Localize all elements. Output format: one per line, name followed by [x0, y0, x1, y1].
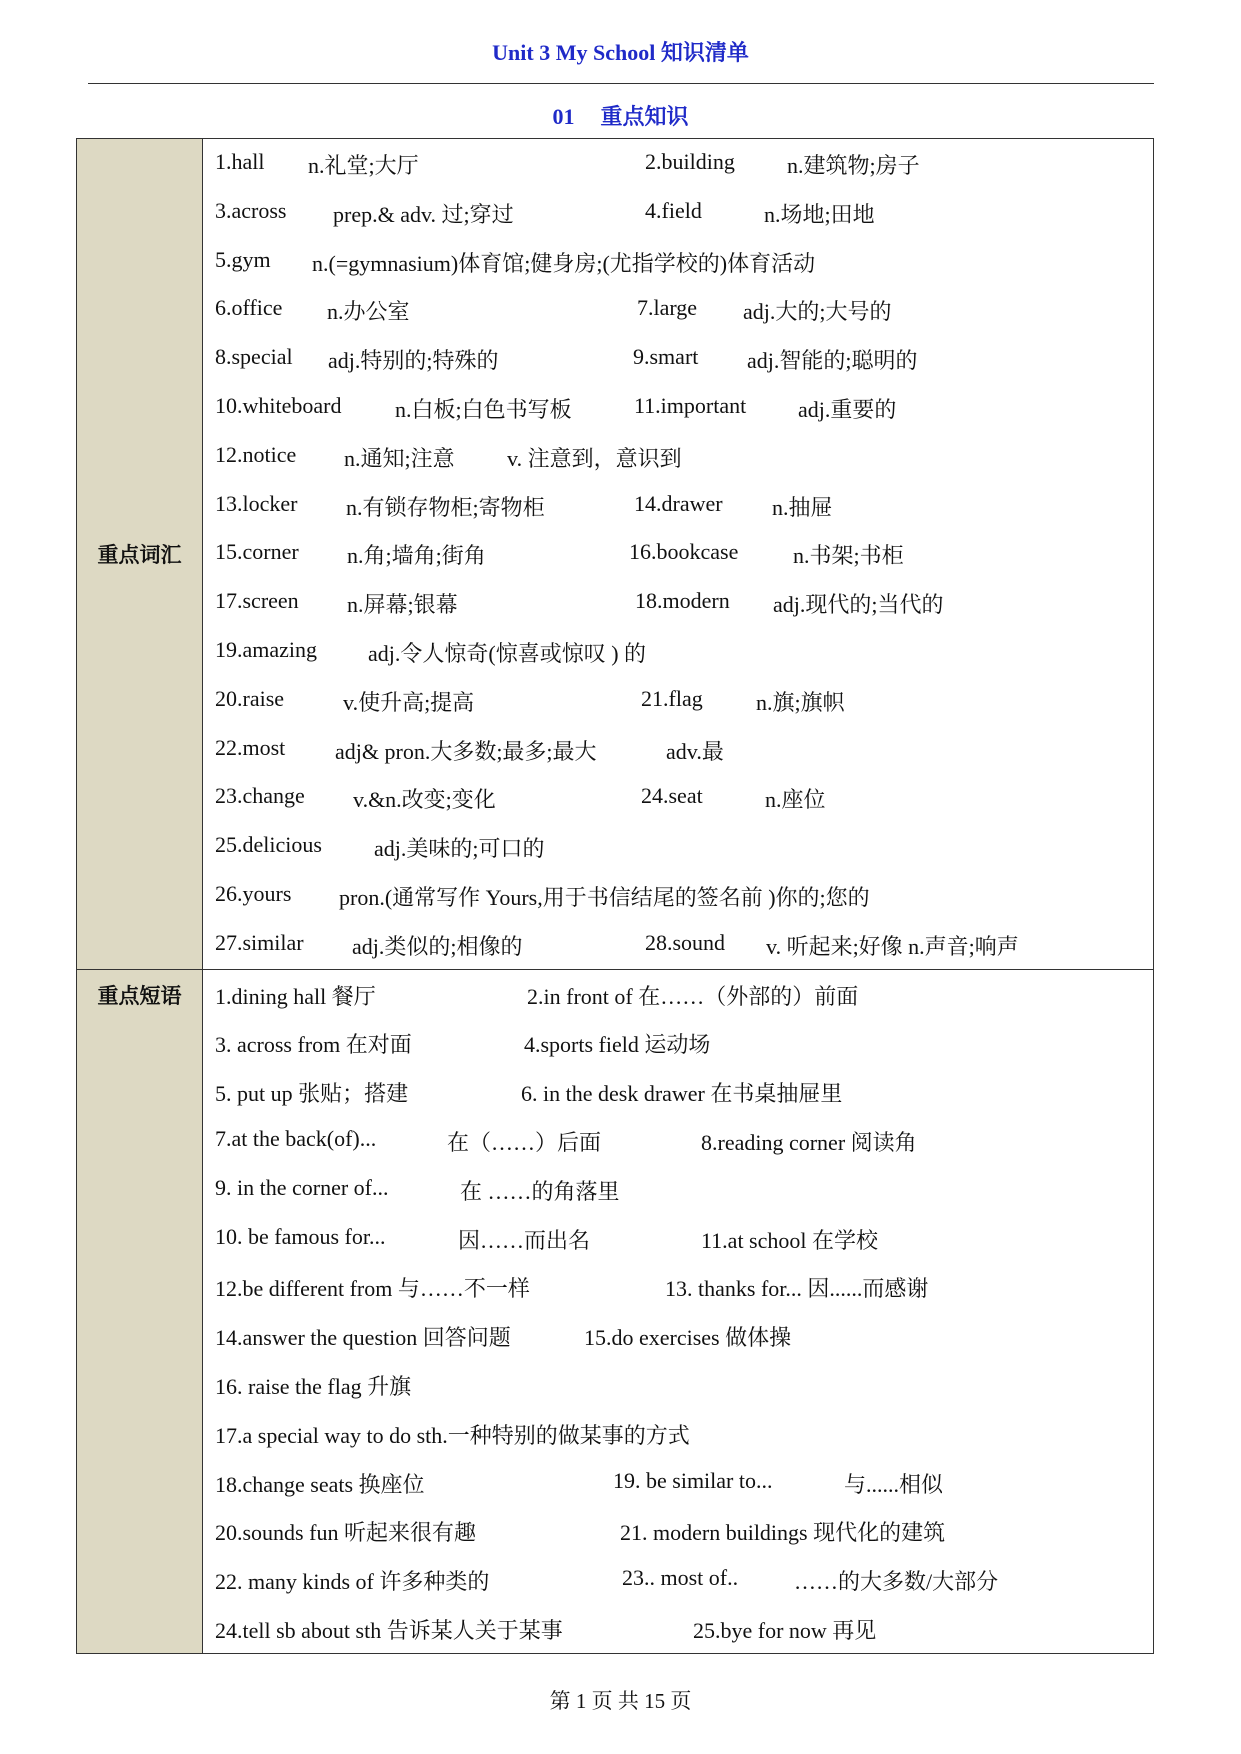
vocab-content-cell [203, 139, 1154, 970]
section-title: 重点知识 [600, 104, 689, 129]
vocab-entry-text: 15.corner [215, 539, 299, 565]
vocab-entry-text: adj.大的;大号的 [743, 299, 892, 325]
vocab-entry-text: n.通知;注意 [344, 445, 455, 471]
vocab-entry-text: 13.locker [215, 490, 298, 516]
phrases-content-cell [203, 969, 1154, 1653]
phrase-entry-text: 3. across from 在对面 [215, 1032, 412, 1058]
vocab-entry-text: 1.hall [215, 149, 265, 174]
vocab-entry-text: 5.gym [215, 246, 271, 272]
vocab-entry [203, 871, 1153, 920]
vocab-entry-text: 17.screen [215, 588, 299, 614]
phrase-entry-text: 1.dining hall 餐厅 [215, 983, 376, 1009]
vocab-entry-text: 12.notice [215, 441, 297, 467]
phrase-entry-text: 25.bye for now 再见 [693, 1617, 877, 1643]
vocab-entry [203, 139, 1153, 188]
vocab-entry-text: 23.change [215, 783, 305, 809]
vocab-entry-text: n.建筑物;房子 [787, 153, 920, 178]
vocab-entry-text: v.&n.改变;变化 [353, 787, 496, 813]
phrase-entry [203, 1165, 1153, 1214]
phrase-entry-text: 23.. most of.. [622, 1565, 739, 1591]
vocab-entry-text: adv.最 [666, 738, 724, 764]
phrase-entry-text: 在 ……的角落里 [460, 1178, 620, 1204]
phrase-entry [203, 1214, 1153, 1263]
vocab-entry-text: adj.令人惊奇(惊喜或惊叹 ) 的 [368, 640, 647, 666]
vocab-entry-text: 7.large [637, 295, 698, 321]
phrase-entry [203, 1262, 1153, 1311]
vocab-entry-text: 26.yours [215, 880, 292, 906]
phrase-entry-text: 8.reading corner 阅读角 [701, 1129, 917, 1155]
vocab-entry-text: prep.& adv. 过;穿过 [333, 201, 514, 227]
phrase-entry-text: 在（……）后面 [447, 1129, 602, 1155]
page-footer: 第 1 页 共 15 页 [549, 1689, 692, 1713]
phrase-entry-text: 20.sounds fun 听起来很有趣 [215, 1520, 476, 1546]
vocab-entry-text: v.使升高;提高 [343, 689, 475, 715]
header-divider [88, 83, 1154, 84]
vocab-entry [203, 237, 1153, 286]
phrase-entry-text: 13. thanks for... 因......而感谢 [665, 1276, 929, 1302]
phrase-entry-text: 17.a special way to do sth.一种特别的做某事的方式 [215, 1422, 690, 1448]
vocab-entry-text: 28.sound [645, 929, 726, 955]
vocab-entry-text: 2.building [645, 149, 735, 174]
vocab-entry [203, 529, 1153, 578]
phrase-entry-text: 7.at the back(of)... [215, 1125, 377, 1151]
vocab-entry-text: 16.bookcase [629, 539, 739, 565]
vocab-entry-text: 27.similar [215, 929, 304, 955]
vocab-entry-text: n.座位 [765, 787, 826, 813]
vocab-entry [203, 725, 1153, 774]
vocab-entry-text: 6.office [215, 295, 283, 321]
vocab-entry [203, 822, 1153, 871]
vocab-row [77, 139, 1154, 970]
vocab-entry [203, 773, 1153, 822]
vocab-entry-text: n.角;墙角;街角 [347, 543, 486, 569]
vocab-entry-text: n.白板;白色书写板 [395, 396, 572, 422]
phrase-entry-text: 2.in front of 在……（外部的）前面 [527, 983, 859, 1009]
phrase-entry-text: 11.at school 在学校 [701, 1227, 878, 1253]
vocab-entry-text: v. 听起来;好像 n.声音;响声 [766, 933, 1019, 959]
phrase-entry-text: ……的大多数/大部分 [794, 1569, 999, 1595]
vocab-entry-text: 3.across [215, 197, 287, 223]
vocab-entry-text: 8.special [215, 344, 293, 370]
vocab-entry [203, 285, 1153, 334]
vocab-entry-text: 11.important [634, 392, 747, 418]
phrase-entry-text: 与......相似 [844, 1471, 944, 1497]
vocab-category-cell: 重点词汇 [77, 139, 203, 970]
phrase-entry [203, 1018, 1153, 1067]
phrase-entry-text: 24.tell sb about sth 告诉某人关于某事 [215, 1617, 563, 1643]
vocab-entry-text: n.书架;书柜 [793, 543, 904, 569]
vocab-entry-text: 18.modern [635, 588, 730, 614]
section-number: 01 [552, 104, 575, 129]
phrase-entry-text: 18.change seats 换座位 [215, 1471, 425, 1497]
vocab-entry-text: 21.flag [641, 685, 703, 711]
vocab-entry-text: n.场地;田地 [764, 201, 875, 227]
phrase-entry-text: 因……而出名 [458, 1227, 591, 1253]
knowledge-table [76, 138, 1154, 1654]
vocab-entry-text: n.办公室 [327, 299, 410, 325]
vocab-entry [203, 920, 1153, 969]
phrase-entry [203, 1409, 1153, 1458]
phrase-entry [203, 1458, 1153, 1507]
phrase-entry-text: 14.answer the question 回答问题 [215, 1325, 511, 1351]
vocab-entry-text: adj.特别的;特殊的 [328, 348, 499, 374]
vocab-entry-text: v. 注意到，意识到 [507, 445, 682, 471]
vocab-entry-text: n.旗;旗帜 [756, 689, 845, 715]
vocab-entry [203, 481, 1153, 530]
vocab-entry-text: 10.whiteboard [215, 392, 342, 418]
vocab-entry [203, 188, 1153, 237]
phrase-entry-text: 10. be famous for... [215, 1223, 386, 1249]
vocab-entry-text: adj.现代的;当代的 [773, 592, 944, 618]
vocab-entry-text: n.礼堂;大厅 [308, 153, 419, 178]
phrase-entry [203, 1116, 1153, 1165]
vocab-entry [203, 383, 1153, 432]
vocab-entry-text: adj.美味的;可口的 [374, 836, 545, 862]
vocab-entry-text: pron.(通常写作 Yours,用于书信结尾的签名前 )你的;您的 [339, 884, 870, 910]
phrase-entry-text: 15.do exercises 做体操 [584, 1325, 792, 1351]
phrase-entry [203, 1604, 1153, 1653]
phrase-entry [203, 1311, 1153, 1360]
vocab-entry-text: adj.重要的 [798, 396, 897, 422]
phrase-entry-text: 22. many kinds of 许多种类的 [215, 1569, 490, 1595]
vocab-entry-text: 19.amazing [215, 636, 318, 662]
phrase-entry [203, 1360, 1153, 1409]
document-title: Unit 3 My School 知识清单 [492, 40, 749, 65]
vocab-entry-text: adj.类似的;相像的 [352, 933, 523, 959]
vocab-entry-text: 20.raise [215, 685, 285, 711]
vocab-entry-text: adj.智能的;聪明的 [747, 348, 918, 374]
vocab-entry [203, 578, 1153, 627]
vocab-entry-text: 25.delicious [215, 832, 322, 858]
vocab-entry [203, 334, 1153, 383]
vocab-entry [203, 676, 1153, 725]
vocab-entry-text: 22.most [215, 734, 286, 760]
phrase-entry [203, 1555, 1153, 1604]
vocab-entry-text: 9.smart [633, 344, 699, 370]
phrases-category-cell: 重点短语 [77, 969, 203, 1653]
vocab-entry-text: 4.field [645, 197, 702, 223]
phrase-entry [203, 1506, 1153, 1555]
phrase-entry-text: 6. in the desk drawer 在书桌抽屉里 [521, 1081, 843, 1107]
phrase-entry-text: 4.sports field 运动场 [524, 1032, 711, 1058]
vocab-entry-text: 24.seat [641, 783, 703, 809]
phrase-entry-text: 5. put up 张贴；搭建 [215, 1081, 409, 1107]
phrase-entry-text: 21. modern buildings 现代化的建筑 [620, 1520, 946, 1546]
phrase-entry-text: 19. be similar to... [613, 1467, 773, 1493]
vocab-entry [203, 432, 1153, 481]
vocab-entry-text: n.抽屉 [772, 494, 833, 520]
phrase-entry [203, 1067, 1153, 1116]
vocab-entry-text: n.屏幕;银幕 [347, 592, 458, 618]
phrase-entry-text: 9. in the corner of... [215, 1174, 389, 1200]
vocab-entry-text: 14.drawer [634, 490, 723, 516]
phrase-entry-text: 16. raise the flag 升旗 [215, 1373, 412, 1399]
phrase-entry-text: 12.be different from 与……不一样 [215, 1276, 530, 1302]
phrases-row [77, 969, 1154, 1653]
vocab-entry-text: adj& pron.大多数;最多;最大 [335, 738, 597, 764]
vocab-entry-text: n.(=gymnasium)体育馆;健身房;(尤指学校的)体育活动 [312, 250, 816, 276]
section-heading [0, 100, 1241, 131]
vocab-entry [203, 627, 1153, 676]
phrase-entry [203, 970, 1153, 1019]
vocab-entry-text: n.有锁存物柜;寄物柜 [346, 494, 545, 520]
